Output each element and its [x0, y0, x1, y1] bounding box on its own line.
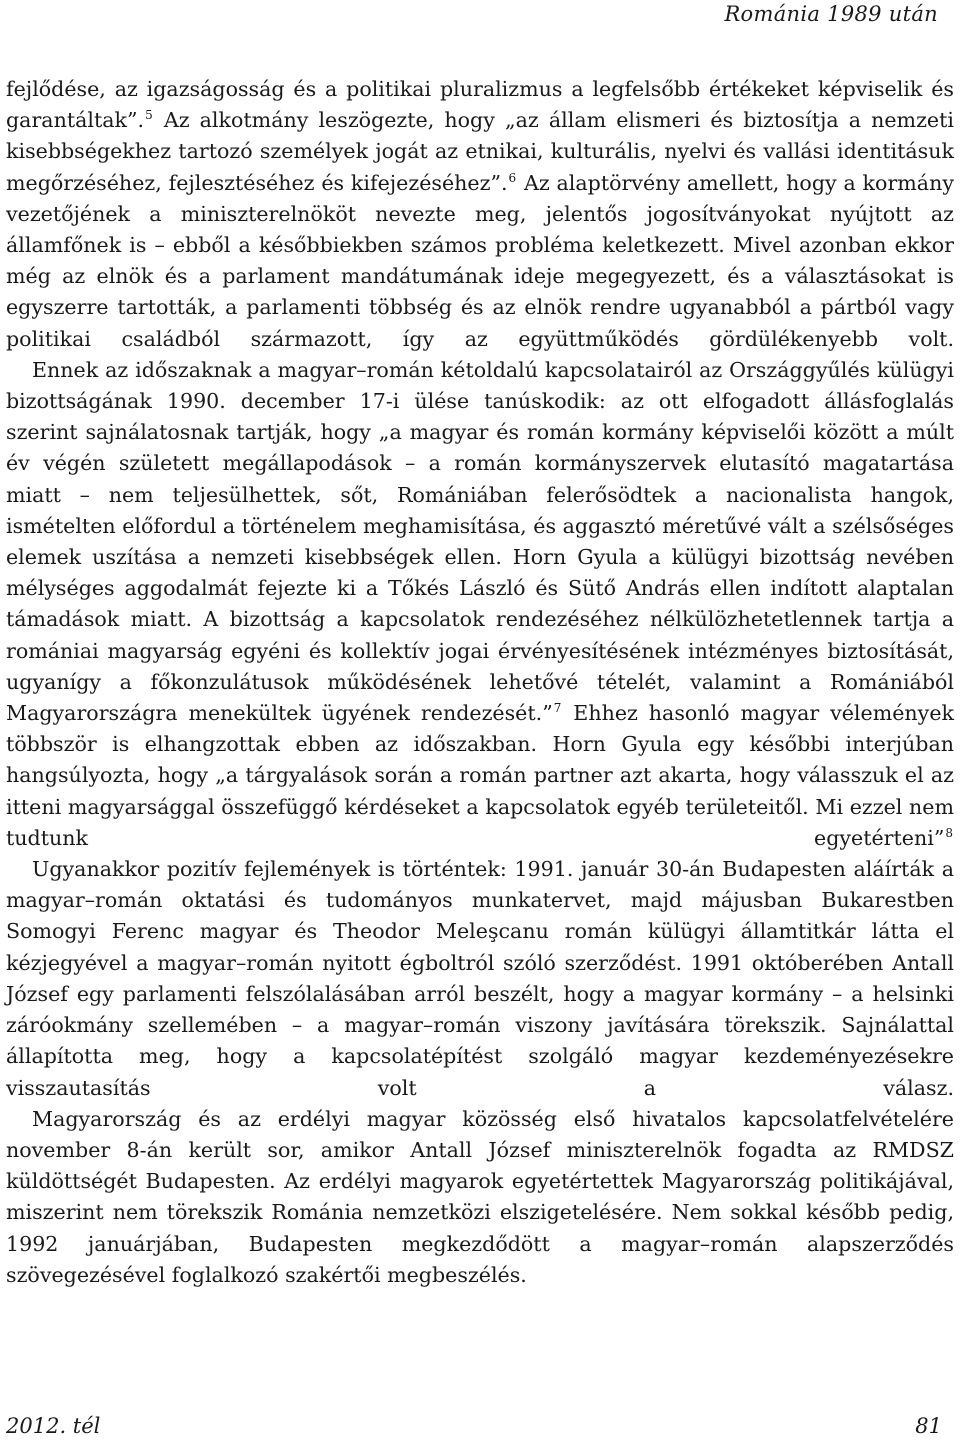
paragraph-2-part-1: Ennek az időszaknak a magyar–román kétoldalú kapcsolatairól az Országgyűlés külügyi bizottságának 1990. december 17-i ülése tanúskodik: az ott elfogadott állásfoglalás szerint sajnálatosnak tartják, hogy „a magyar és román kormány képviselői között a múlt év végén született megállapodások – a román kormányszervek elutasító magatartása miatt – nem teljesülhettek, sőt, Romániában felerősödtek a nacionalista hangok, ismételten előfordul a történelem meghamisítása, és aggasztó méretűvé vált a szélsőséges elemek uszítása a nemzeti kisebbségek ellen. Horn Gyula a külügyi bizottság nevében mélységes aggodalmát fejezte ki a Tőkés László és Sütő András ellen indított alaptalan támadások miatt. A bizottság a kapcsolatok rendezéséhez nélkülözhetetlennek tartja a romániai magyarság egyéni és kollektív jogai érvényesítésének intézményes biztosítását, ugyanígy a főkonzulátusok működésének lehetővé tételét, valamint a Romániából Magyarországra menekültek ügyének rendezését.” — [6, 357, 954, 726]
footnote-ref-7[interactable]: 7 — [553, 701, 562, 716]
paragraph-1-part-2: Az alkotmány leszögezte, hogy „az állam elismeri és biztosítja a nemzeti kisebbségekhez tartozó személyek jogát az etnikai, kulturális, nyelvi és vallási identitásuk megőrzéséhez, fejlesztéséhez és kifejezéséhez”. — [6, 108, 954, 195]
article-body — [6, 74, 954, 1291]
running-head: Románia 1989 után — [724, 2, 938, 26]
paragraph-1-part-1: fejlődése, az igazságosság és a politikai pluralizmus a legfelsőbb értékeket képviselik és garantáltak”. — [6, 77, 954, 133]
page-number: 81 — [915, 1414, 942, 1438]
paragraph-2 — [6, 355, 954, 854]
paragraph-4: Magyarország és az erdélyi magyar közösség első hivatalos kapcsolatfelvételére november 8-án került sor, amikor Antall József miniszterelnök fogadta az RMDSZ küldöttségét Budapesten. Az erdélyi magyarok egyetértettek Magyarország politikájával, miszerint nem törekszik Románia nemzetközi elszigetelésére. Nem sokkal később pedig, 1992 januárjában, Budapesten megkezdődött a magyar–román alapszerződés szövegezésével foglalkozó szakértői megbeszélés. — [6, 1106, 954, 1287]
paragraph-1 — [6, 74, 954, 355]
paragraph-1-part-3: Az alaptörvény amellett, hogy a kormány vezetőjének a miniszterelnököt nevezte meg, jelentős jogosítványokat nyújtott az államfőnek is – ebből a későbbiekben számos probléma keletkezett. Mivel azonban ekkor még az elnök és a parlament mandátumának ideje megegyezett, és a választásokat is egyszerre tartották, a parlamenti többség és az elnök rendre ugyanabból a pártból vagy politikai családból származott, így az együttműködés gördülékenyebb volt. — [6, 170, 954, 351]
footnote-ref-5[interactable]: 5 — [145, 108, 153, 123]
footnote-ref-8[interactable]: 8 — [945, 825, 953, 840]
issue-label: 2012. tél — [6, 1414, 101, 1438]
paragraph-2-part-2: Ehhez hasonló magyar vélemények többször is elhangzottak ebben az időszakban. Horn Gyula egy későbbi interjúban hangsúlyozta, hogy „a tárgyalások során a román partner azt akarta, hogy válasszuk el az itteni magyarsággal összefüggő kérdéseket a kapcsolatok egyéb területeitől. Mi ezzel nem tudtunk egyetérteni” — [6, 701, 954, 850]
paragraph-3: Ugyanakkor pozitív fejlemények is történtek: 1991. január 30-án Budapesten aláírták a magyar–román oktatási és tudományos munkatervet, majd májusban Bukarestben Somogyi Ferenc magyar és Theodor Meleşcanu román külügyi államtitkár látta el kézjegyével a magyar–román nyitott égboltról szóló szerződést. 1991 októberében Antall József egy parlamenti felszólalásában arról beszélt, hogy a magyar kormány – a helsinki záróokmány szellemében – a magyar–román viszony javítására törekszik. Sajnálattal állapította meg, hogy a kapcsolatépítést szolgáló magyar kezdeményezésekre visszautasítás volt a válasz. — [6, 857, 954, 1100]
footnote-ref-6[interactable]: 6 — [508, 170, 517, 185]
